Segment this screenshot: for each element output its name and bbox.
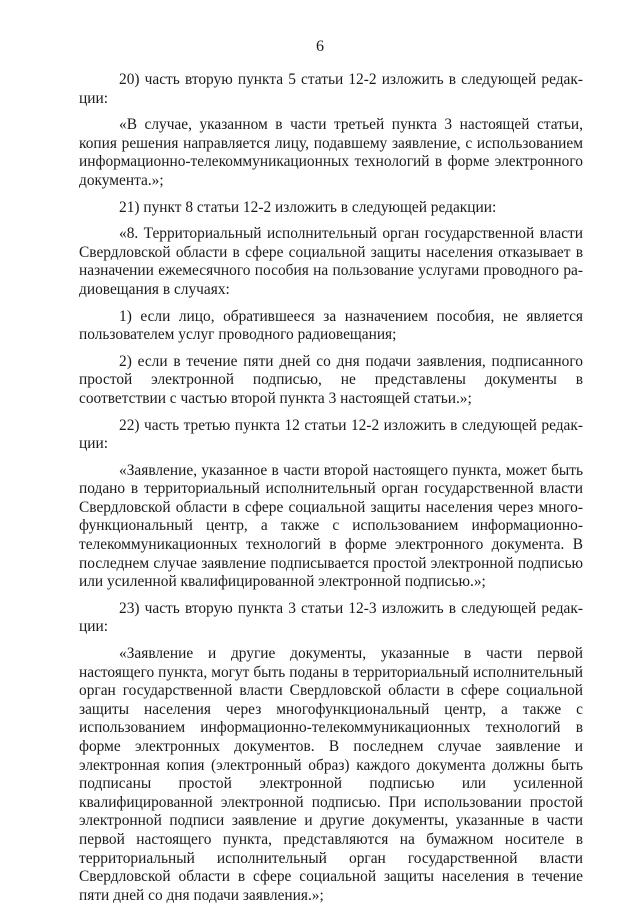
document-body [79,71,583,913]
paragraph-item-22: 22) часть третью пункта 12 статьи 12-2 изложить в следующей редакции: [79,416,583,453]
paragraph-subitem-1: 1) если лицо, обратившееся за назначением пособия, не является пользователем услуг проводного радиовещания; [79,307,583,344]
paragraph-item-22-text: «Заявление, указанное в части второй настоящего пункта, может быть подано в территориальный исполнительный орган государственной власти Свердловской области в сфере социальной защиты населения через многофункциональный центр, а также с использованием информационно-телекоммуникационных технологий в форме электронного документа. В последнем случае заявление подписывается простой электронной подписью или усиленной квалифицированной электронной подписью.»; [79,461,583,591]
page-number: 6 [316,38,324,55]
paragraph-item-23-text: «Заявление и другие документы, указанные в части первой настоящего пункта, могут быть поданы в территориальный исполнительный орган государственной власти Свердловской области в сфере социальной защиты населения через многофункциональный центр, а также с использованием информационно-телекоммуникационных технологий в форме электронных документов. В последнем случае заявление и электронная копия (электронный образ) каждого документа должны быть подписаны простой электронной подписью или усиленной квалифицированной электронной подписью. При использовании простой электронной подписи заявление и другие документы, указанные в части первой настоящего пункта, представляются на бумажном носителе в территориальный исполнительный орган государственной власти Свердловской области в сфере социальной защиты населения в течение пяти дней со дня подачи заявления.»; [79,645,583,904]
paragraph-item-21: 21) пункт 8 статьи 12-2 изложить в следующей редакции: [119,198,497,216]
paragraph-item-23: 23) часть вторую пункта 3 статьи 12-3 изложить в следующей редакции: [79,599,583,636]
paragraph-item-20: 20) часть вторую пункта 5 статьи 12-2 изложить в следующей редакции: [79,71,583,107]
paragraph-item-20-text: «В случае, указанном в части третьей пункта 3 настоящей статьи, копия решения направляется лицу, подавшему заявление, с использованием информационно-телекоммуникационных технологий в форме электронного документа.»; [79,116,583,189]
paragraph-item-21-text: «8. Территориальный исполнительный орган государственной власти Свердловской области в сфере социальной защиты населения отказывает в назначении ежемесячного пособия на пользование услугами проводного радиовещания в случаях: [79,225,583,298]
paragraph-subitem-2: 2) если в течение пяти дней со дня подачи заявления, подписанного простой электронной подписью, не представлены документы в соответствии с частью второй пункта 3 настоящей статьи.»; [79,352,583,407]
